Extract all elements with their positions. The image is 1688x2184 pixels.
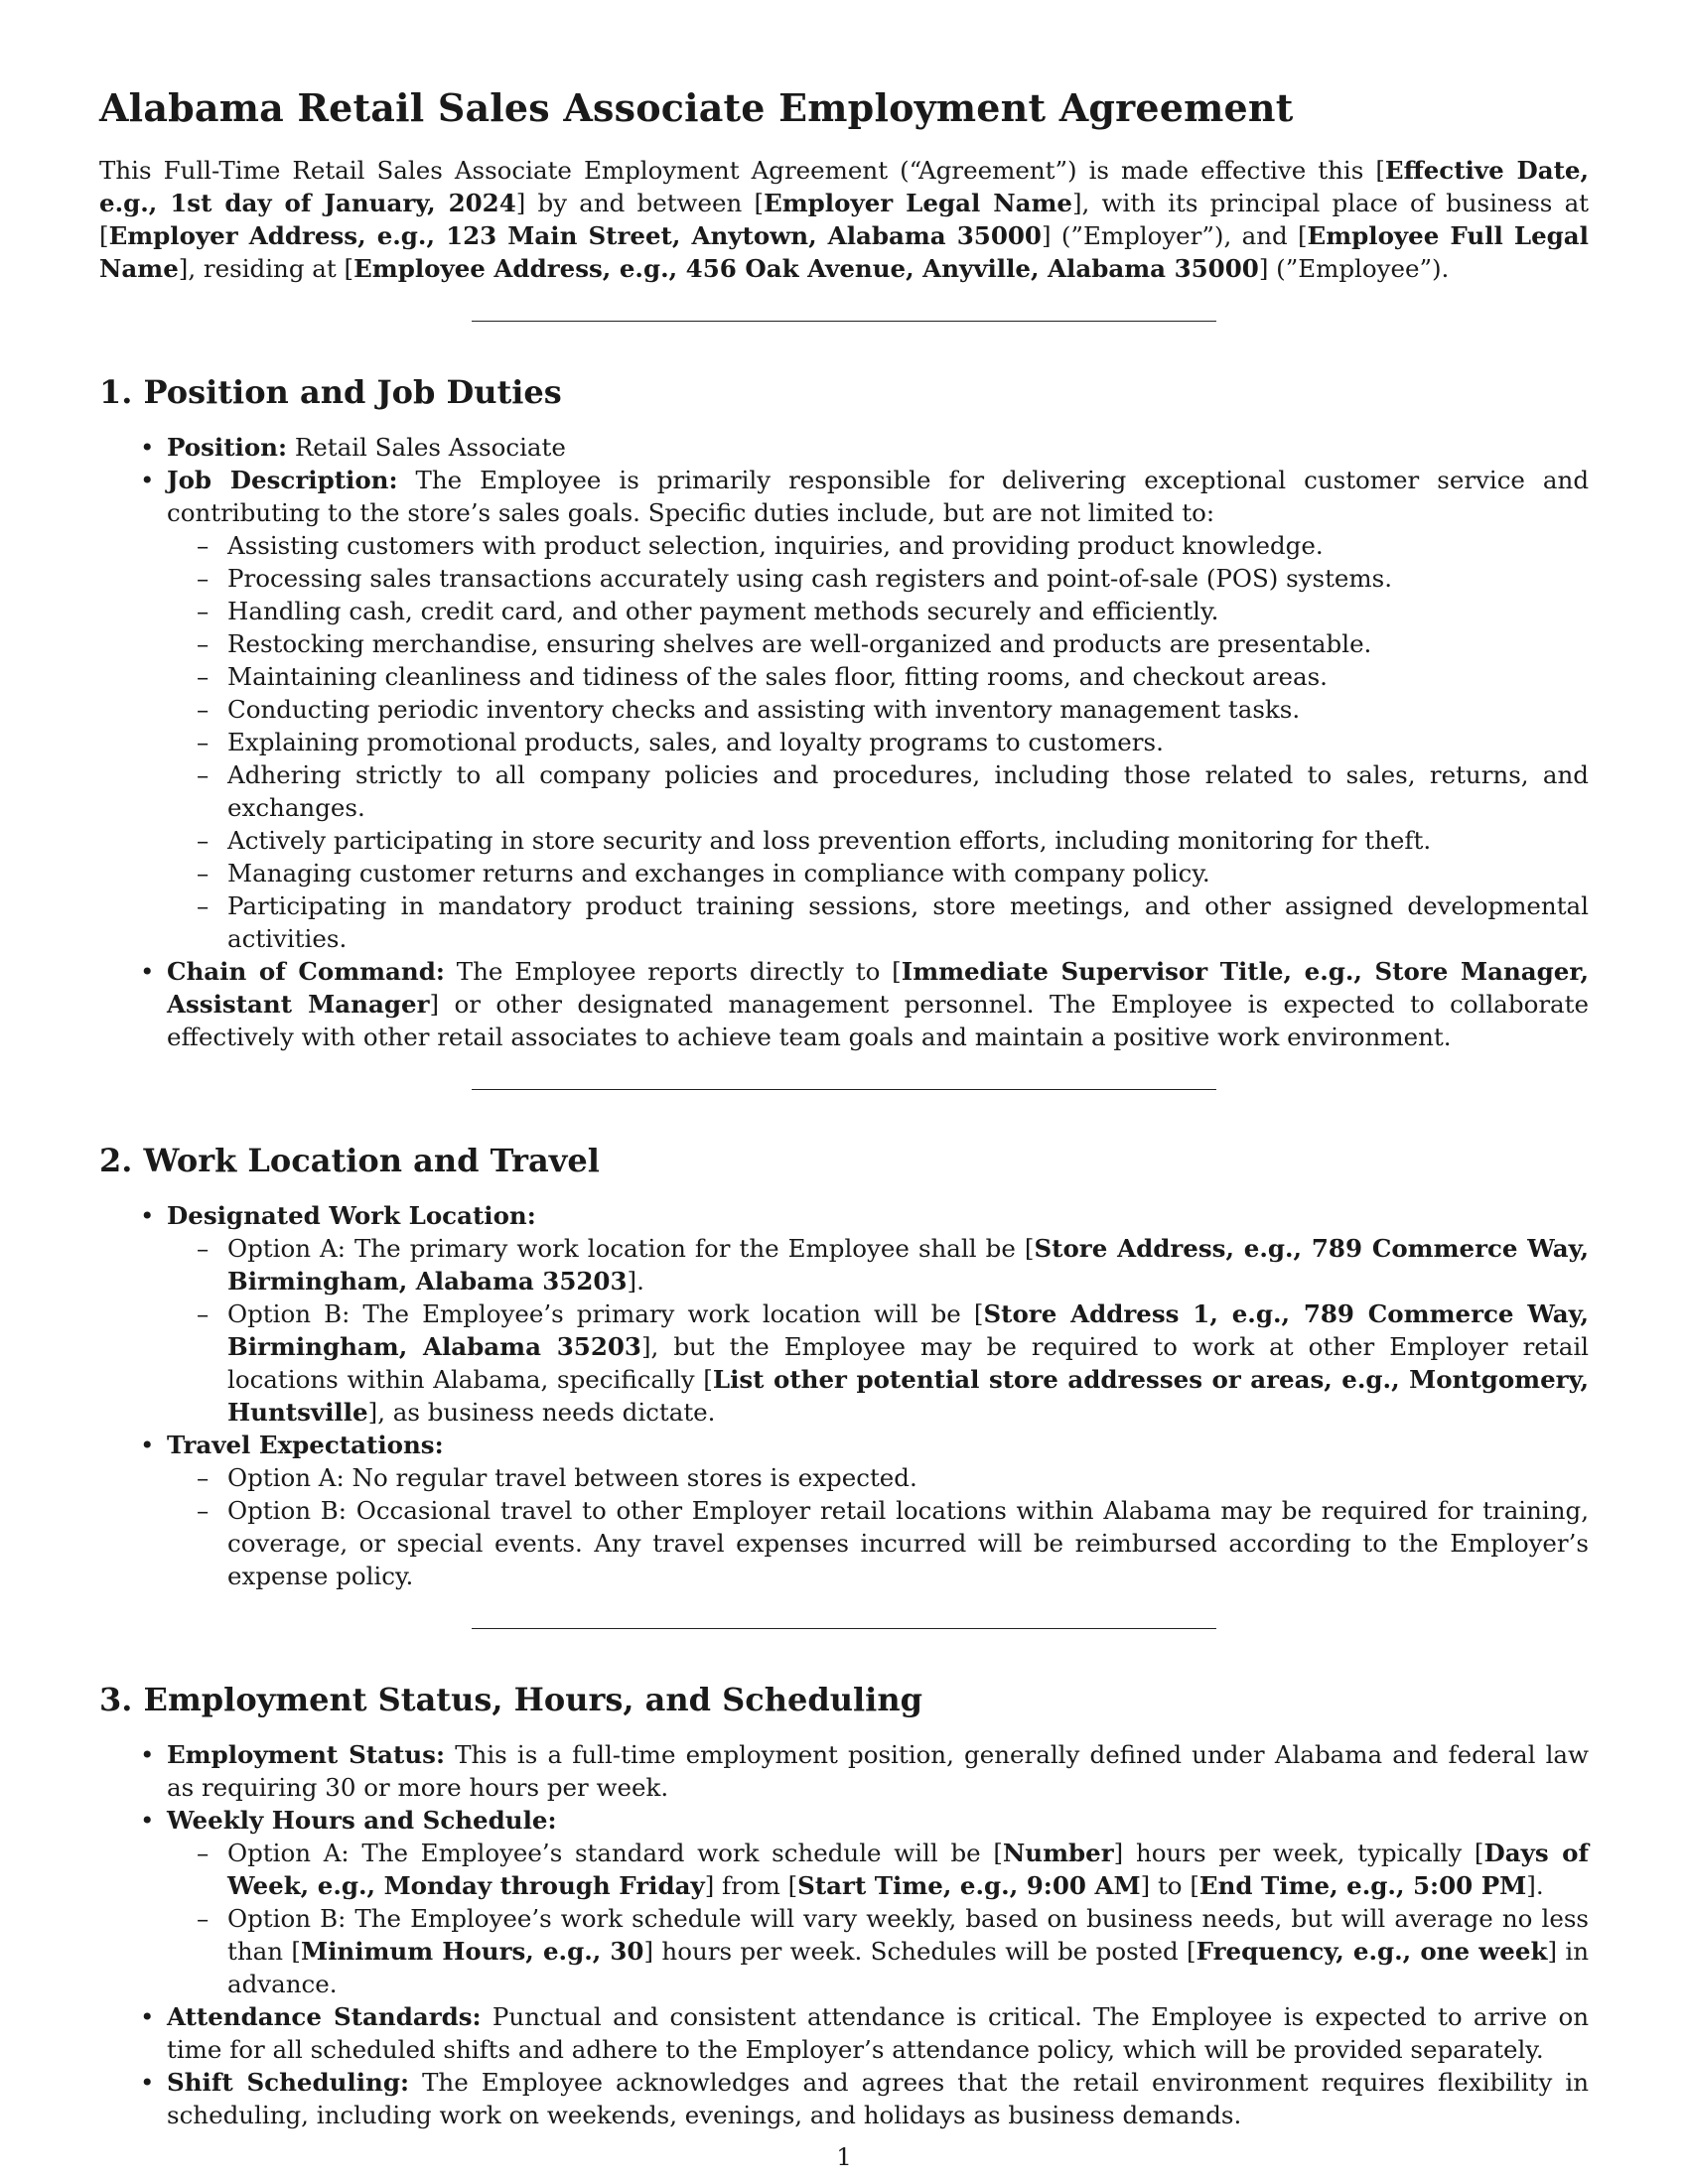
employee-name-placeholder: Employee Full Legal Name bbox=[99, 221, 1589, 283]
duty-item: – Restocking merchandise, ensuring shelves are well-organized and products are presentable. bbox=[227, 627, 1589, 660]
section-3-heading: 3. Employment Status, Hours, and Scheduling bbox=[99, 1681, 922, 1718]
option-item: – Option B: The Employee’s work schedule will vary weekly, based on business needs, but will average no less than [Minimum Hours, e.g., 30] hours per week. Schedules will be posted [Frequency, e.g., one week] in advance. bbox=[227, 1902, 1589, 2000]
list-item: • Attendance Standards: Punctual and consistent attendance is critical. The Employee is expected to arrive on time for all scheduled shifts and adhere to the Employer’s attendance policy, which will be provided separately. bbox=[167, 2000, 1589, 2066]
list-item: • Job Description: The Employee is primarily responsible for delivering exceptional customer service and contributing to the store’s sales goals. Specific duties include, but are not limited to: – Assisting customers with product selection, inquiries, and providing product knowledge. – Processing sales transactions accurately using cash registers and point-of-sale (POS) systems. – Handling cash, credit card, and other payment methods securely and efficiently. – Restocking merchandise, ensuring shelves are well-organized and products are presentable. – Maintaining cleanliness and tidiness of the sales floor, fitting rooms, and checkout areas. – Conducting periodic inventory checks and assisting with inventory management tasks. – Explaining promotional products, sales, and loyalty programs to customers. – Adhering strictly to all company policies and procedures, including those related to sales, returns, and exchanges. – Actively participating in store security and loss prevention efforts, including monitoring for theft. – Managing customer returns and exchanges in compliance with company policy. – Participating in mandatory product training sessions, store meetings, and other assigned developmental activities. bbox=[167, 464, 1589, 955]
document-title: Alabama Retail Sales Associate Employment Agreement bbox=[99, 85, 1294, 130]
duty-item: – Conducting periodic inventory checks and assisting with inventory management tasks. bbox=[227, 693, 1589, 726]
intro-paragraph: This Full-Time Retail Sales Associate Employment Agreement (“Agreement”) is made effective this [Effective Date, e.g., 1st day of January, 2024] by and between [Employer Legal Name], with its principal place of business at [Employer Address, e.g., 123 Main Street, Anytown, Alabama 35000] (”Employer”), and [Employee Full Legal Name], residing at [Employee Address, e.g., 456 Oak Avenue, Anyville, Alabama 35000] (”Employee”). bbox=[99, 156, 1590, 283]
list-item: • Travel Expectations: – Option A: No regular travel between stores is expected. – Option B: Occasional travel to other Employer retail locations within Alabama may be required for training, coverage, or special events. Any travel expenses incurred will be reimbursed according to the Employer’s expense policy. bbox=[167, 1429, 1589, 1592]
list-item: • Position: Retail Sales Associate bbox=[167, 431, 1589, 464]
section-divider bbox=[472, 321, 1216, 322]
duty-item: – Maintaining cleanliness and tidiness of the sales floor, fitting rooms, and checkout areas. bbox=[227, 660, 1589, 693]
duty-item: – Explaining promotional products, sales, and loyalty programs to customers. bbox=[227, 726, 1589, 758]
location-options bbox=[167, 1232, 1589, 1429]
duty-item: – Adhering strictly to all company policies and procedures, including those related to sales, returns, and exchanges. bbox=[227, 758, 1589, 824]
option-item: – Option B: Occasional travel to other Employer retail locations within Alabama may be required for training, coverage, or special events. Any travel expenses incurred will be reimbursed according to the Employer’s expense policy. bbox=[227, 1494, 1589, 1592]
supervisor-placeholder: Immediate Supervisor Title, e.g., Store Manager, Assistant Manager bbox=[167, 957, 1590, 1019]
section-3-list bbox=[99, 1738, 1589, 2131]
list-item: • Chain of Command: The Employee reports directly to [Immediate Supervisor Title, e.g., Store Manager, Assistant Manager] or other designated management personnel. The Employee is expected to collaborate effectively with other retail associates to achieve team goals and maintain a positive work environment. bbox=[167, 955, 1589, 1053]
employer-address-placeholder: Employer Address, e.g., 123 Main Street, Anytown, Alabama 35000 bbox=[108, 221, 1042, 250]
section-divider bbox=[472, 1628, 1216, 1629]
document-page bbox=[99, 85, 1589, 2131]
duty-item: – Handling cash, credit card, and other payment methods securely and efficiently. bbox=[227, 595, 1589, 627]
option-item: – Option B: The Employee’s primary work location will be [Store Address 1, e.g., 789 Commerce Way, Birmingham, Alabama 35203], but the Employee may be required to work at other Employer retail locations within Alabama, specifically [List other potential store addresses or areas, e.g., Montgomery, Huntsville], as business needs dictate. bbox=[227, 1297, 1589, 1429]
section-divider bbox=[472, 1089, 1216, 1090]
option-item: – Option A: The Employee’s standard work schedule will be [Number] hours per week, typically [Days of Week, e.g., Monday through Friday] from [Start Time, e.g., 9:00 AM] to [End Time, e.g., 5:00 PM]. bbox=[227, 1837, 1589, 1902]
duties-list bbox=[167, 529, 1589, 955]
employee-address-placeholder: Employee Address, e.g., 456 Oak Avenue, Anyville, Alabama 35000 bbox=[353, 254, 1259, 283]
option-item: – Option A: No regular travel between stores is expected. bbox=[227, 1461, 1589, 1494]
duty-item: – Managing customer returns and exchanges in compliance with company policy. bbox=[227, 857, 1589, 889]
section-2-list bbox=[99, 1199, 1589, 1592]
section-1-list bbox=[99, 431, 1589, 1053]
employer-name-placeholder: Employer Legal Name bbox=[764, 189, 1072, 217]
page-number: 1 bbox=[836, 2142, 852, 2171]
list-item: • Weekly Hours and Schedule: – Option A: The Employee’s standard work schedule will be [Number] hours per week, typically [Days of Week, e.g., Monday through Friday] from [Start Time, e.g., 9:00 AM] to [End Time, e.g., 5:00 PM]. – Option B: The Employee’s work schedule will vary weekly, based on business needs, but will average no less than [Minimum Hours, e.g., 30] hours per week. Schedules will be posted [Frequency, e.g., one week] in advance. bbox=[167, 1804, 1589, 2000]
duty-item: – Participating in mandatory product training sessions, store meetings, and other assigned developmental activities. bbox=[227, 889, 1589, 955]
option-item: – Option A: The primary work location for the Employee shall be [Store Address, e.g., 789 Commerce Way, Birmingham, Alabama 35203]. bbox=[227, 1232, 1589, 1297]
section-2-heading: 2. Work Location and Travel bbox=[99, 1142, 600, 1179]
duty-item: – Processing sales transactions accurately using cash registers and point-of-sale (POS) systems. bbox=[227, 562, 1589, 595]
list-item: • Employment Status: This is a full-time employment position, generally defined under Alabama and federal law as requiring 30 or more hours per week. bbox=[167, 1738, 1589, 1804]
travel-options bbox=[167, 1461, 1589, 1592]
duty-item: – Actively participating in store security and loss prevention efforts, including monitoring for theft. bbox=[227, 824, 1589, 857]
list-item: • Designated Work Location: – Option A: The primary work location for the Employee shall be [Store Address, e.g., 789 Commerce Way, Birmingham, Alabama 35203]. – Option B: The Employee’s primary work location will be [Store Address 1, e.g., 789 Commerce Way, Birmingham, Alabama 35203], but the Employee may be required to work at other Employer retail locations within Alabama, specifically [List other potential store addresses or areas, e.g., Montgomery, Huntsville], as business needs dictate. bbox=[167, 1199, 1589, 1429]
section-1-heading: 1. Position and Job Duties bbox=[99, 373, 562, 411]
list-item: • Shift Scheduling: The Employee acknowledges and agrees that the retail environment requires flexibility in scheduling, including work on weekends, evenings, and holidays as business demands. bbox=[167, 2066, 1589, 2131]
schedule-options bbox=[167, 1837, 1589, 2000]
duty-item: – Assisting customers with product selection, inquiries, and providing product knowledge. bbox=[227, 529, 1589, 562]
effective-date-placeholder: Effective Date, e.g., 1st day of January, 2024 bbox=[99, 156, 1589, 217]
